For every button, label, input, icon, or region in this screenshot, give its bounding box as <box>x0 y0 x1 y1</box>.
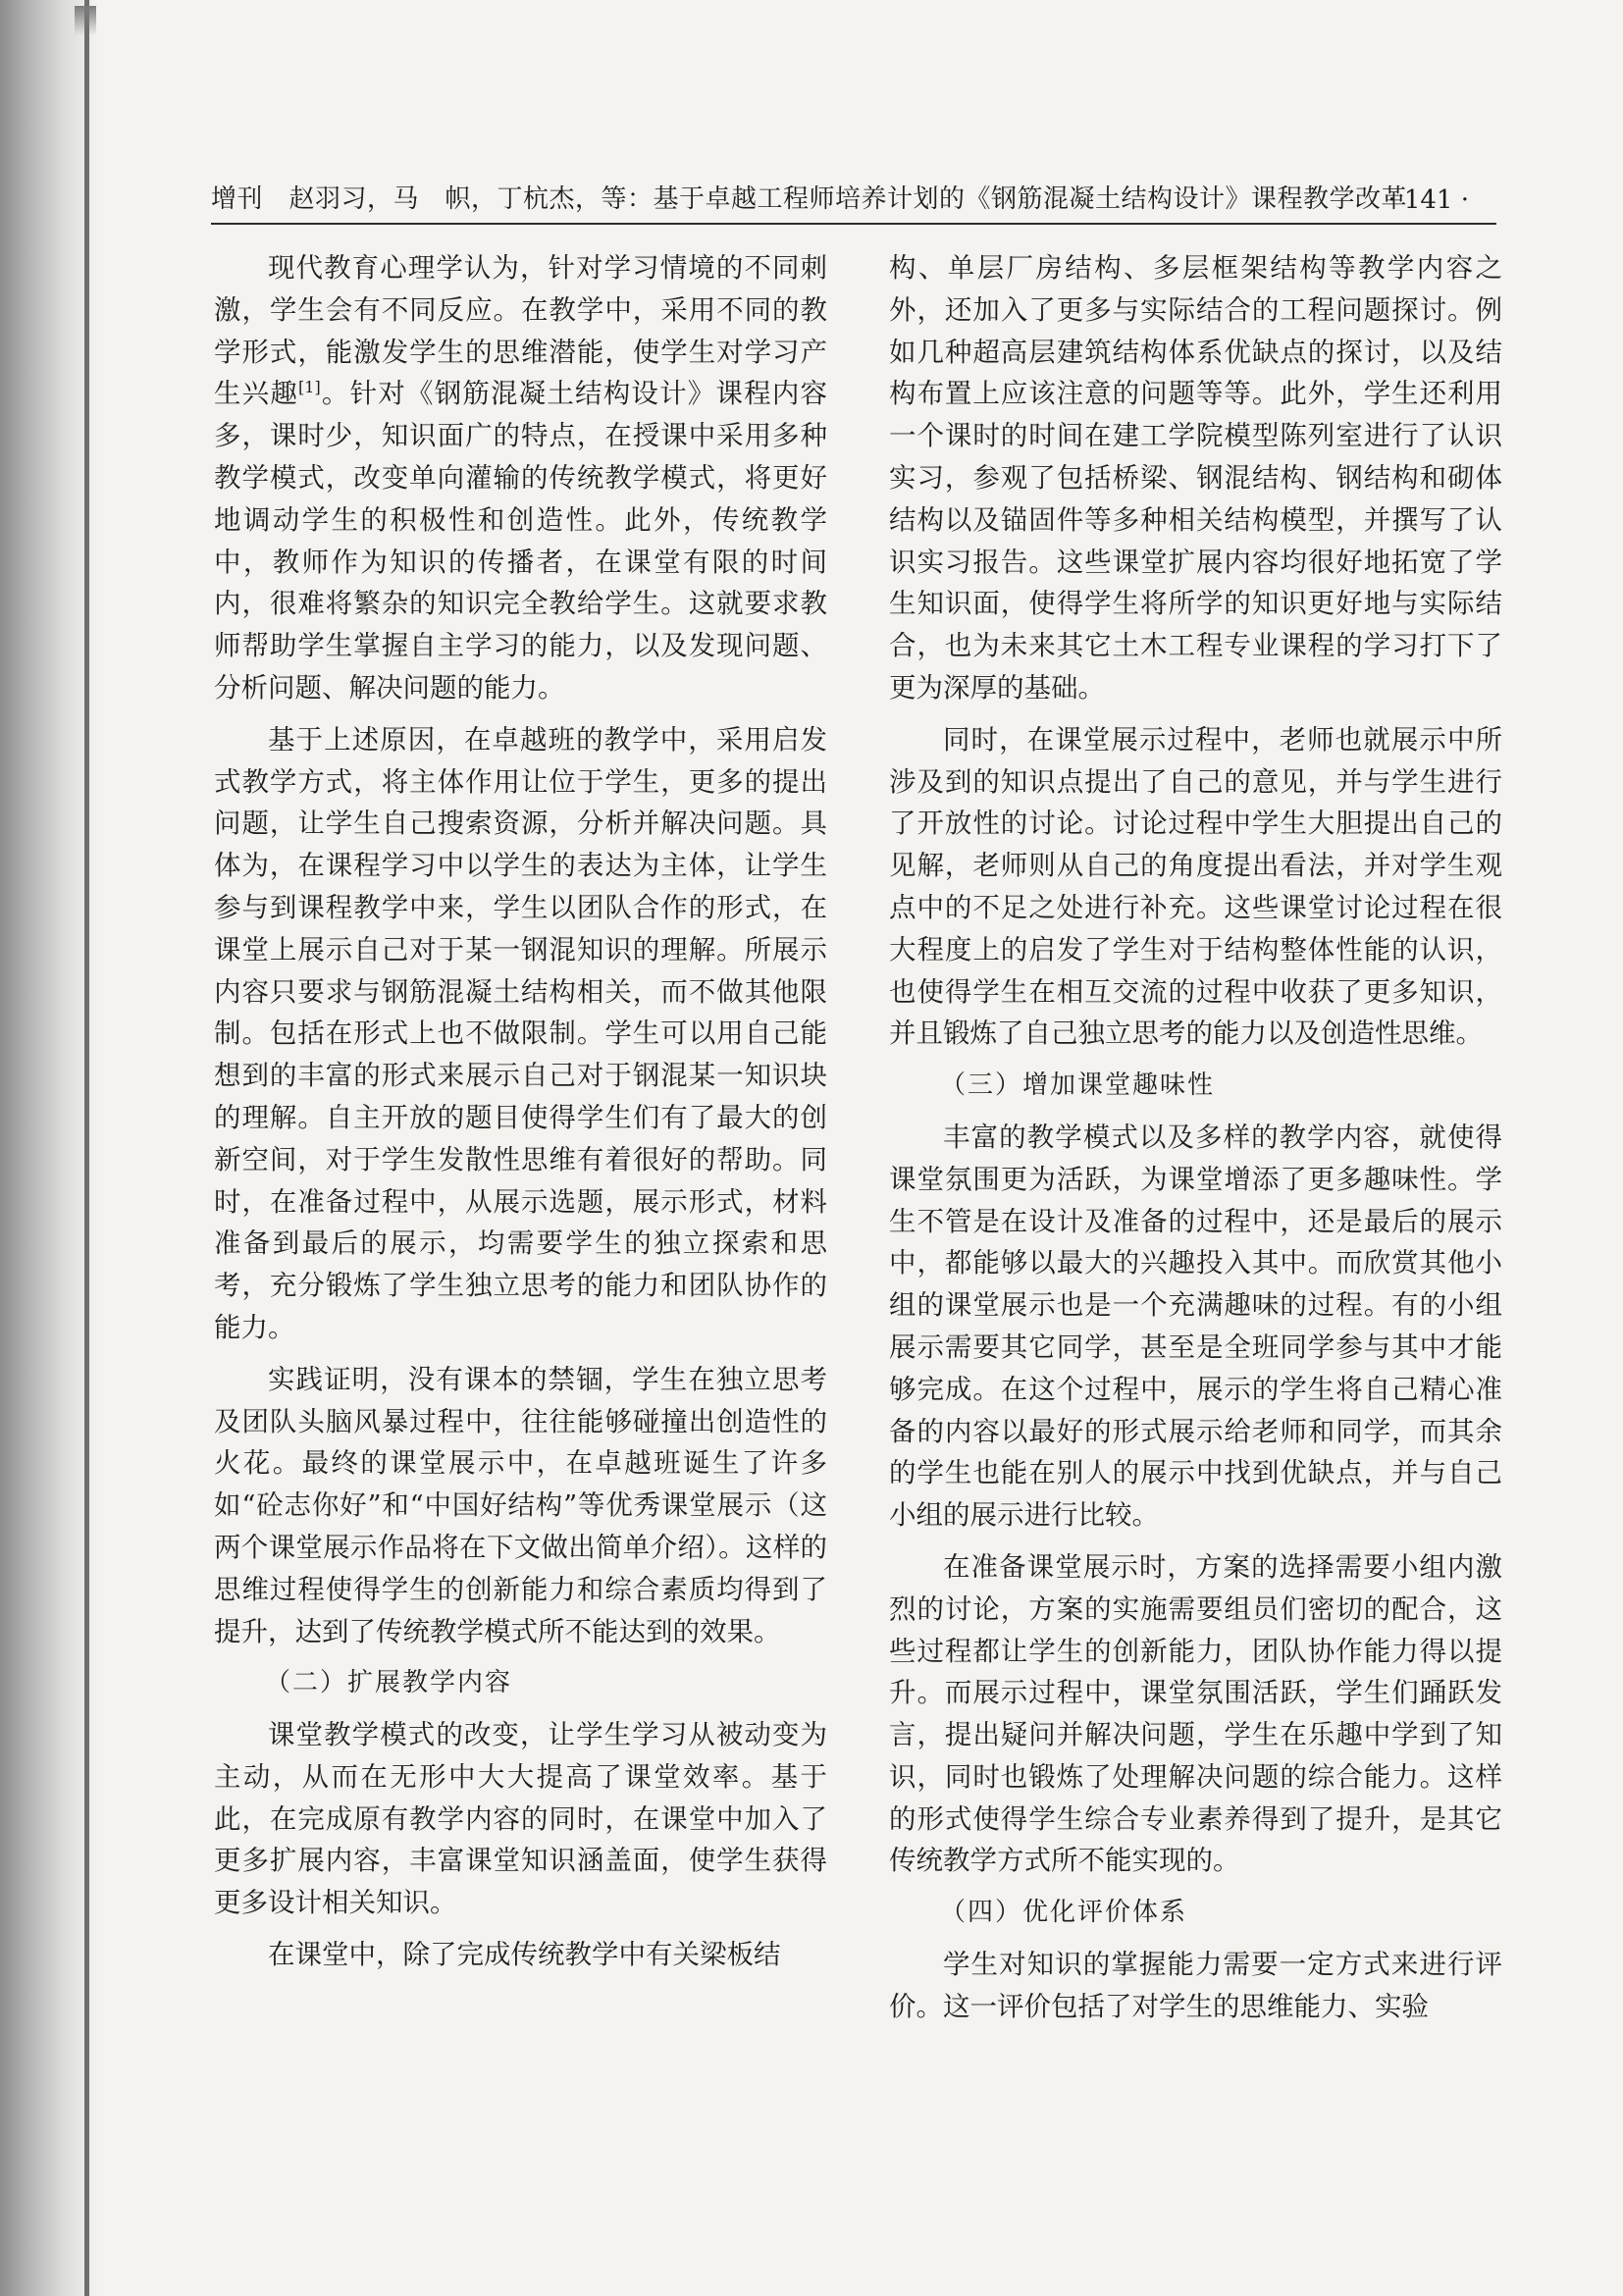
binding-spine-line <box>84 0 89 2296</box>
paragraph-continued: 构、单层厂房结构、多层框架结构等教学内容之外，还加入了更多与实际结合的工程问题探讨。例如几种超高层建筑结构体系优缺点的探讨，以及结构布置上应该注意的问题等等。此外，学生还利用一个课时的时间在建工学院模型陈列室进行了认识实习，参观了包括桥梁、钢混结构、钢结构和砌体结构以及锚固件等多种相关结构模型，并撰写了认识实习报告。这些课堂扩展内容均很好地拓宽了学生知识面，使得学生将所学的知识更好地与实际结合，也为未来其它土木工程专业课程的学习打下了更为深厚的基础。 <box>889 252 1502 704</box>
paragraph: 在准备课堂展示时，方案的选择需要小组内激烈的讨论，方案的实施需要组员们密切的配合，这些过程都让学生的创新能力，团队协作能力得以提升。而展示过程中，课堂氛围活跃，学生们踊跃发言，提出疑问并解决问题，学生在乐趣中学到了知识，同时也锻炼了处理解决问题的综合能力。这样的形式使得学生综合专业素养得到了提升，是其它传统教学方式所不能实现的。 <box>889 1550 1502 1877</box>
running-header <box>211 180 1496 225</box>
section-heading: （四）优化评价体系 <box>940 1898 1188 1928</box>
section-heading: （三）增加课堂趣味性 <box>940 1070 1216 1101</box>
paragraph: 课堂教学模式的改变，让学生学习从被动变为主动，从而在无形中大大提高了课堂效率。基于此，在完成原有教学内容的同时，在课堂中加入了更多扩展内容，丰富课堂知识涵盖面，使学生获得更多设计相关知识。 <box>214 1719 827 1919</box>
binding-spine-mark <box>75 6 96 35</box>
paragraph-text: 现代教育心理学认为，针对学习情境的不同刺激，学生会有不同反应。在教学中，采用不同的教学形式，能激发学生的思维潜能，使学生对学习产生兴趣 <box>214 252 827 410</box>
left-column <box>214 247 827 1986</box>
paragraph <box>214 247 827 709</box>
page-number: · 141 · <box>1387 185 1469 215</box>
citation-ref: [1] <box>298 378 321 397</box>
scan-edge-shadow <box>0 0 98 2296</box>
paragraph: 学生对知识的掌握能力需要一定方式来进行评价。这一评价包括了对学生的思维能力、实验 <box>889 1949 1502 2022</box>
paragraph: 实践证明，没有课本的禁锢，学生在独立思考及团队头脑风暴过程中，往往能够碰撞出创造性的火花。最终的课堂展示中，在卓越班诞生了许多如“砼志你好”和“中国好结构”等优秀课堂展示（这两个课堂展示作品将在下文做出简单介绍）。这样的思维过程使得学生的创新能力和综合素质均得到了提升，达到了传统教学模式所不能达到的效果。 <box>214 1363 827 1647</box>
paragraph-text: 。针对《钢筋混凝土结构设计》课程内容多，课时少，知识面广的特点，在授课中采用多种教学模式，改变单向灌输的传统教学模式，将更好地调动学生的积极性和创造性。此外，传统教学中，教师作为知识的传播者，在课堂有限的时间内，很难将繁杂的知识完全教给学生。这就要求教师帮助学生掌握自主学习的能力，以及发现问题、分析问题、解决问题的能力。 <box>214 378 827 704</box>
paragraph: 基于上述原因，在卓越班的教学中，采用启发式教学方式，将主体作用让位于学生，更多的提出问题，让学生自己搜索资源，分析并解决问题。具体为，在课程学习中以学生的表达为主体，让学生参与到课程教学中来，学生以团队合作的形式，在课堂上展示自己对于某一钢混知识的理解。所展示内容只要求与钢筋混凝土结构相关，而不做其他限制。包括在形式上也不做限制。学生可以用自己能想到的丰富的形式来展示自己对于钢混某一知识块的理解。自主开放的题目使得学生们有了最大的创新空间，对于学生发散性思维有着很好的帮助。同时，在准备过程中，从展示选题，展示形式，材料准备到最后的展示，均需要学生的独立探索和思考，充分锻炼了学生独立思考的能力和团队协作的能力。 <box>214 723 827 1343</box>
paragraph: 在课堂中，除了完成传统教学中有关梁板结 <box>268 1939 781 1971</box>
paragraph: 丰富的教学模式以及多样的教学内容，就使得课堂氛围更为活跃，为课堂增添了更多趣味性。学生不管是在设计及准备的过程中，还是最后的展示中，都能够以最大的兴趣投入其中。而欣赏其他小组的课堂展示也是一个充满趣味的过程。有的小组展示需要其它同学，甚至是全班同学参与其中才能够完成。在这个过程中，展示的学生将自己精心准备的内容以最好的形式展示给老师和同学，而其余的学生也能在别人的展示中找到优缺点，并与自己小组的展示进行比较。 <box>889 1121 1502 1532</box>
right-column <box>889 247 1502 2038</box>
section-heading: （二）扩展教学内容 <box>265 1668 513 1698</box>
paragraph: 同时，在课堂展示过程中，老师也就展示中所涉及到的知识点提出了自己的意见，并与学生进行了开放性的讨论。讨论过程中学生大胆提出自己的见解，老师则从自己的角度提出看法，并对学生观点中的不足之处进行补充。这些课堂讨论过程在很大程度上的启发了学生对于结构整体性能的认识，也使得学生在相互交流的过程中收获了更多知识，并且锻炼了自己独立思考的能力以及创造性思维。 <box>889 723 1502 1050</box>
running-title: 增刊 赵羽习，马 帜，丁杭杰，等：基于卓越工程师培养计划的《钢筋混凝土结构设计》课程教学改革 <box>211 184 1408 214</box>
